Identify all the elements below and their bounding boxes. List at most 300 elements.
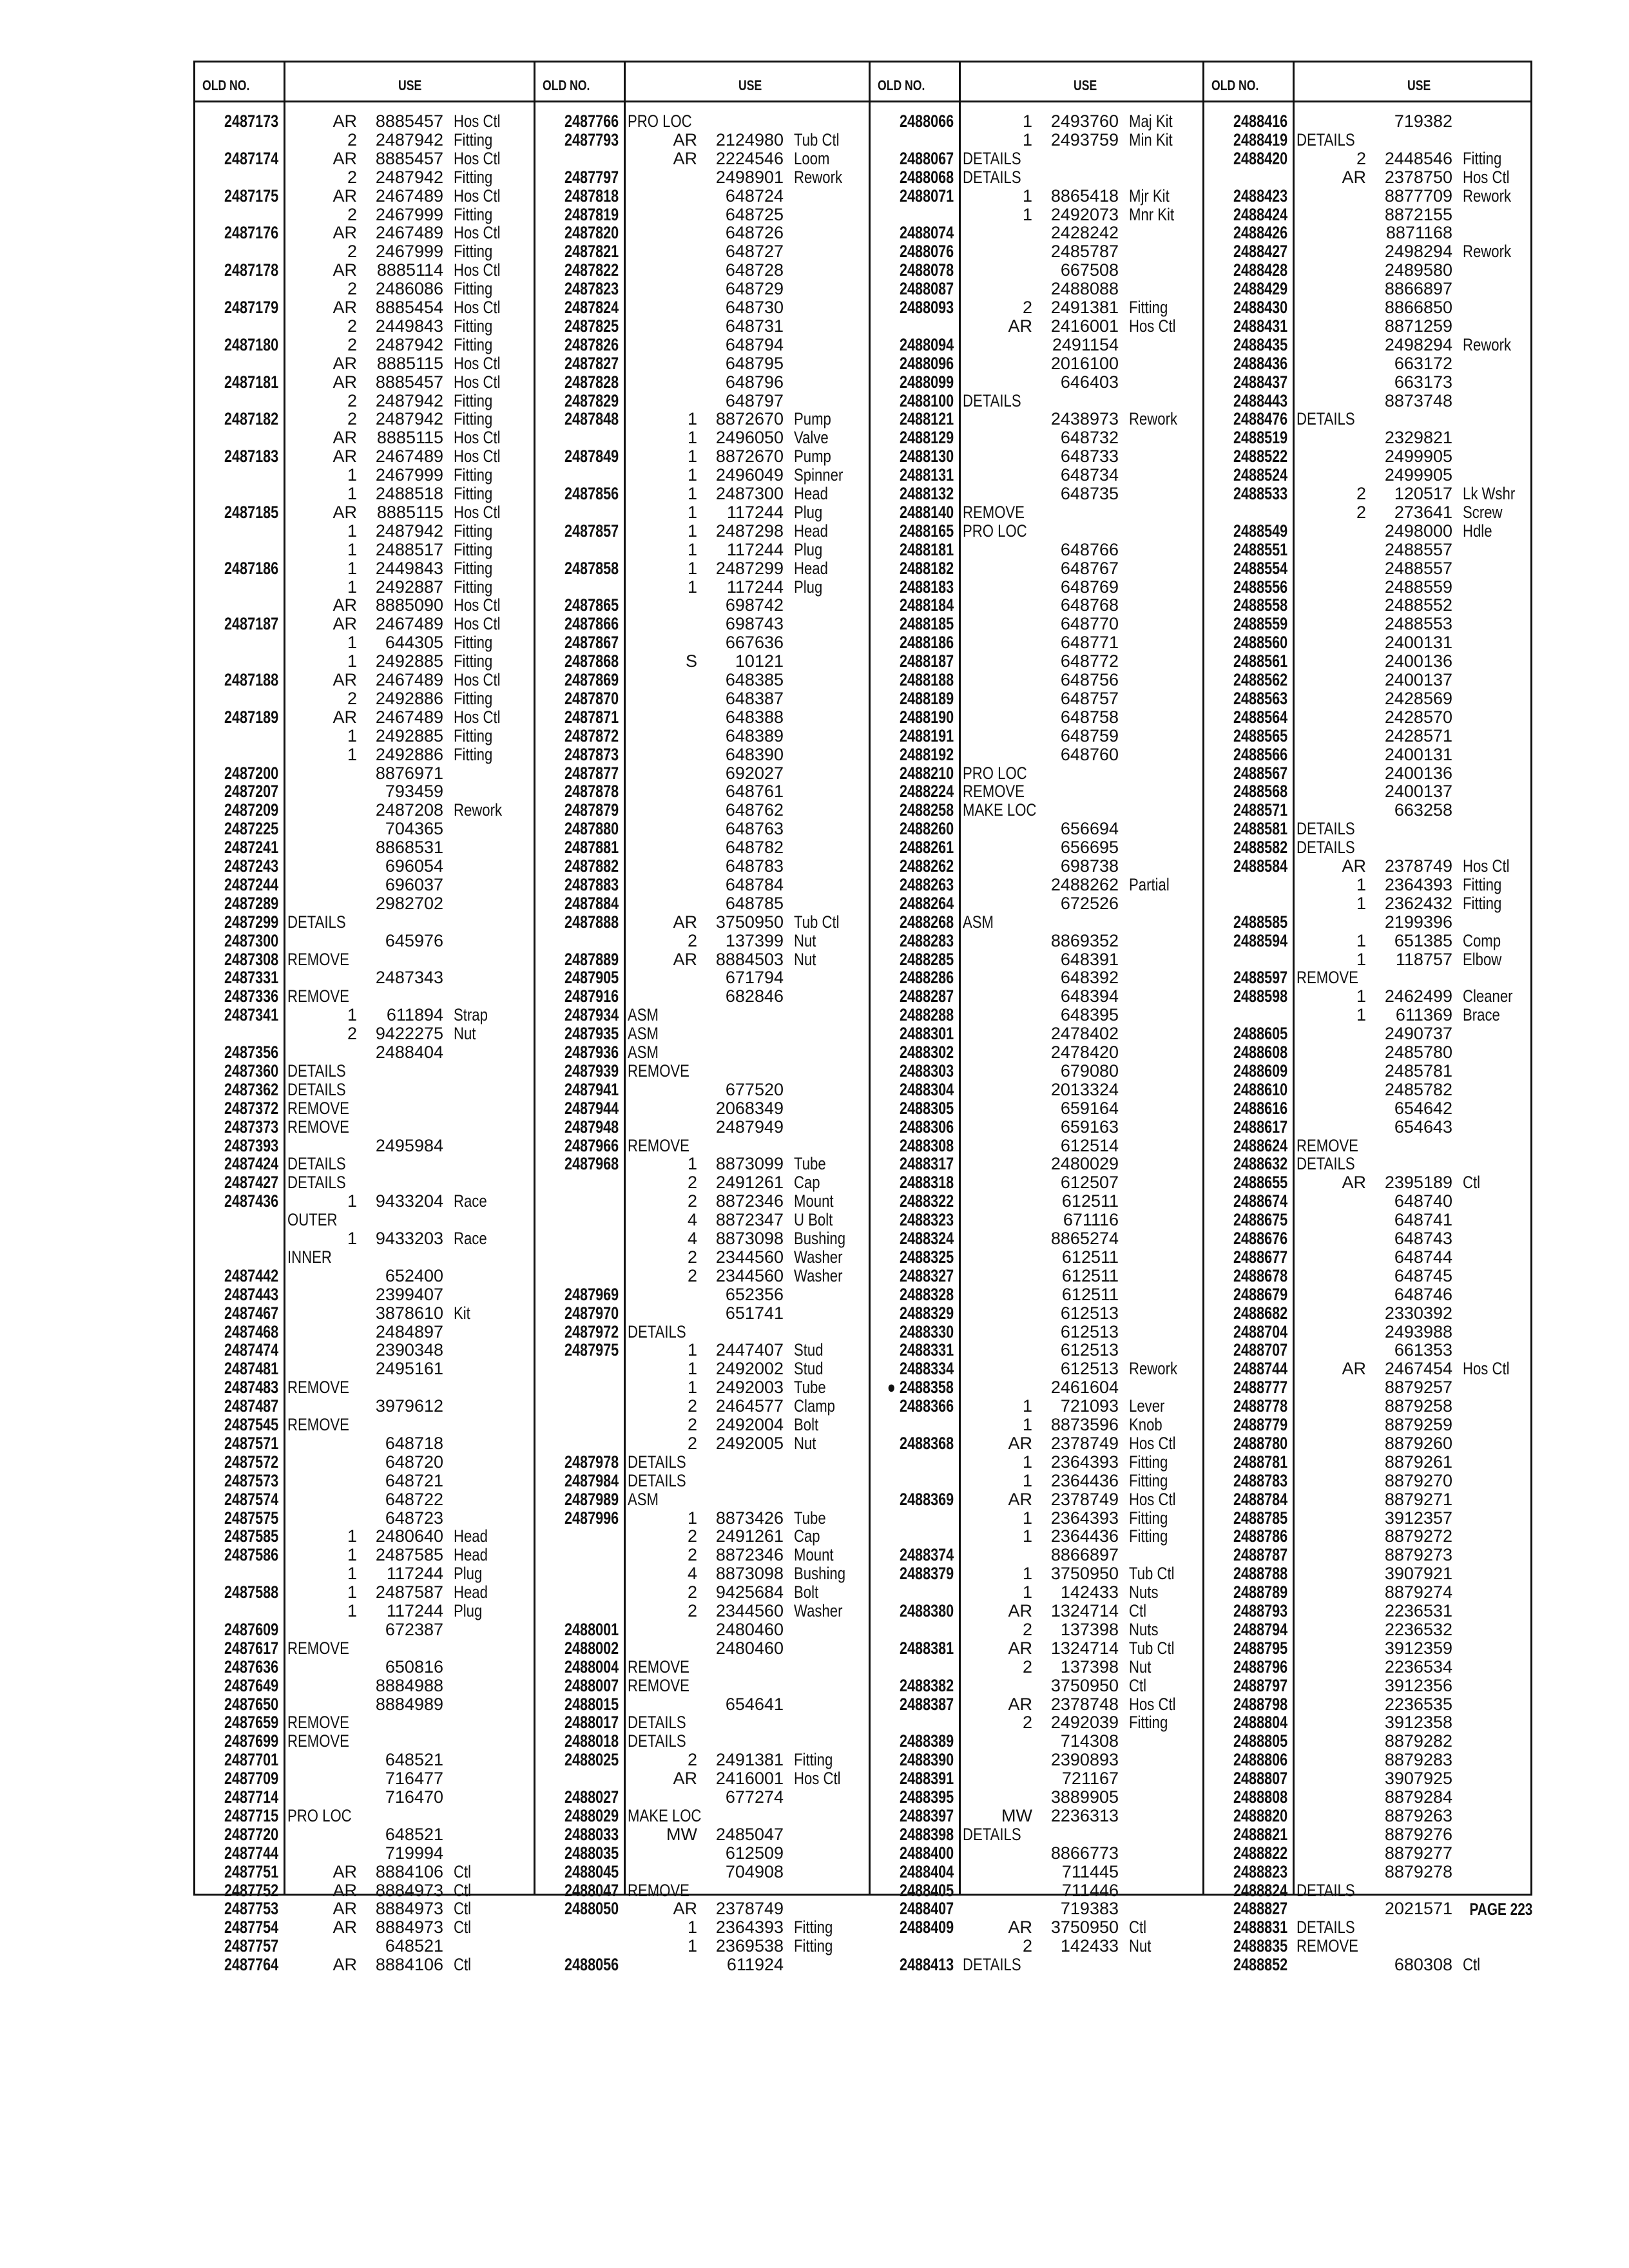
table-row	[534, 633, 863, 651]
table-row	[193, 1248, 523, 1266]
quantity: AR	[1342, 167, 1366, 187]
quantity: 1	[687, 447, 697, 466]
quantity: AR	[1342, 1173, 1366, 1193]
quantity: 1	[1022, 186, 1032, 206]
note-text: REMOVE	[963, 782, 1025, 802]
table-row	[1202, 1472, 1532, 1490]
table-row	[1202, 1229, 1532, 1247]
table-row	[534, 857, 863, 875]
old-number: 2488551	[1233, 539, 1287, 559]
new-part-number: 2362432	[1384, 893, 1452, 913]
old-number: 2488301	[899, 1024, 954, 1044]
old-number: 2487244	[224, 874, 278, 894]
old-number: 2488822	[1233, 1843, 1287, 1863]
new-part-number: 2467454	[1384, 1359, 1452, 1379]
quantity: AR	[1008, 1638, 1032, 1658]
old-number: 2488398	[899, 1824, 954, 1844]
old-number: 2487586	[224, 1545, 278, 1565]
new-part-number: 142433	[1060, 1582, 1119, 1602]
table-row	[1202, 1564, 1532, 1582]
part-description: Hos Ctl	[1463, 167, 1510, 187]
table-row	[1202, 1323, 1532, 1341]
table-row	[534, 615, 863, 633]
table-row	[869, 1881, 1199, 1899]
new-part-number: 8879278	[1384, 1861, 1452, 1881]
new-part-number: 2447407	[715, 1340, 784, 1360]
table-row	[534, 1788, 863, 1806]
old-number: 2488380	[899, 1601, 954, 1620]
new-part-number: 2488559	[1384, 577, 1452, 597]
note-text: DETAILS	[1296, 1154, 1355, 1174]
old-number: 2488793	[1233, 1601, 1287, 1620]
table-row	[869, 1248, 1199, 1266]
new-part-number: 2498000	[1384, 521, 1452, 541]
quantity: 1	[347, 1564, 357, 1584]
table-row	[534, 1918, 863, 1936]
quantity: 2	[347, 390, 357, 410]
old-number: 2487939	[564, 1061, 619, 1081]
table-row	[869, 1360, 1199, 1378]
new-part-number: 648727	[725, 242, 784, 262]
table-row	[1202, 615, 1532, 633]
table-row	[193, 1397, 523, 1415]
table-row	[193, 112, 523, 130]
table-row	[1202, 131, 1532, 149]
table-row	[869, 950, 1199, 968]
old-number: 2487766	[564, 111, 619, 131]
new-part-number: 671116	[1063, 1210, 1119, 1230]
table-row	[869, 1006, 1199, 1024]
part-description: Plug	[454, 1601, 483, 1620]
old-number: 2487174	[224, 148, 278, 168]
part-description: Clamp	[794, 1396, 835, 1416]
note-text: DETAILS	[287, 912, 346, 932]
new-part-number: 648757	[1060, 688, 1119, 708]
quantity: 1	[1022, 1452, 1032, 1472]
part-description: Fitting	[454, 651, 493, 671]
table-row	[193, 485, 523, 503]
new-part-number: 8873748	[1384, 390, 1452, 410]
new-part-number: 9433203	[375, 1229, 443, 1248]
table-row	[869, 1844, 1199, 1862]
table-row	[1202, 857, 1532, 875]
table-row	[534, 1006, 863, 1024]
quantity: 1	[687, 1378, 697, 1398]
new-part-number: 648718	[385, 1433, 443, 1453]
table-row	[1202, 354, 1532, 372]
table-row	[869, 1323, 1199, 1341]
old-number: 2488121	[899, 409, 954, 429]
new-part-number: 704908	[725, 1861, 784, 1881]
quantity: 2	[347, 204, 357, 224]
table-row	[1202, 1137, 1532, 1155]
part-description: Hos Ctl	[1129, 1433, 1176, 1453]
part-description: Loom	[794, 148, 830, 168]
new-part-number: 648726	[725, 223, 784, 243]
old-number: 2488262	[899, 856, 954, 876]
old-number: 2487849	[564, 447, 619, 466]
quantity: AR	[333, 260, 357, 280]
new-part-number: 8879271	[1384, 1489, 1452, 1509]
old-number: 2487972	[564, 1321, 619, 1341]
new-part-number: 2467489	[375, 447, 443, 466]
old-number: 2488395	[899, 1787, 954, 1807]
table-row	[869, 1397, 1199, 1415]
table-row	[869, 1099, 1199, 1117]
new-part-number: 698742	[725, 595, 784, 615]
quantity: AR	[1008, 1917, 1032, 1937]
old-number: 2487573	[224, 1470, 278, 1490]
part-description: Screw	[1463, 502, 1503, 522]
table-row	[534, 336, 863, 354]
old-number: 2487300	[224, 930, 278, 950]
part-description: Fitting	[454, 484, 493, 503]
table-row	[869, 1639, 1199, 1657]
new-part-number: 3912359	[1384, 1638, 1452, 1658]
table-row	[534, 987, 863, 1005]
quantity: 2	[1022, 1936, 1032, 1956]
old-number: 2488787	[1233, 1545, 1287, 1565]
old-number: 2487209	[224, 800, 278, 820]
table-row	[193, 1713, 523, 1731]
new-part-number: 8885457	[375, 372, 443, 392]
table-row	[534, 876, 863, 894]
new-part-number: 2493760	[1050, 111, 1119, 131]
new-part-number: 2487585	[375, 1545, 443, 1565]
part-description: Nut	[794, 1433, 816, 1453]
old-number: 2487881	[564, 838, 619, 858]
table-row	[869, 708, 1199, 726]
new-part-number: 2485781	[1384, 1061, 1452, 1081]
table-row	[1202, 1527, 1532, 1545]
table-row	[1202, 1807, 1532, 1825]
new-part-number: 648741	[1394, 1210, 1452, 1230]
old-number: 2487225	[224, 819, 278, 839]
table-row	[869, 745, 1199, 764]
new-part-number: 2364393	[1384, 874, 1452, 894]
new-part-number: 2480460	[715, 1619, 784, 1639]
table-row	[1202, 987, 1532, 1005]
table-row	[534, 1024, 863, 1043]
part-description: Ctl	[454, 1917, 472, 1937]
part-description: Hos Ctl	[454, 502, 501, 522]
new-part-number: 2364436	[1050, 1526, 1119, 1546]
old-number: 2487825	[564, 316, 619, 336]
table-row	[1202, 1006, 1532, 1024]
table-row	[193, 206, 523, 224]
new-part-number: 648728	[725, 260, 784, 280]
old-number: 2487468	[224, 1321, 278, 1341]
quantity: AR	[333, 614, 357, 634]
old-number: 2488852	[1233, 1955, 1287, 1975]
new-part-number: 273641	[1394, 502, 1452, 522]
old-number: 2487819	[564, 204, 619, 224]
old-number: 2487975	[564, 1340, 619, 1360]
new-part-number: 2485782	[1384, 1079, 1452, 1099]
old-number: 2488258	[899, 800, 954, 820]
table-row	[1202, 1248, 1532, 1266]
table-row	[1202, 708, 1532, 726]
old-number: 2488140	[899, 502, 954, 522]
quantity: 2	[687, 1191, 697, 1211]
table-row	[1202, 820, 1532, 838]
old-number: 2487299	[224, 912, 278, 932]
new-part-number: 612511	[1061, 1247, 1119, 1267]
table-row	[1202, 1918, 1532, 1936]
table-row	[869, 857, 1199, 875]
part-description: Fitting	[454, 242, 493, 262]
new-part-number: 2428571	[1384, 726, 1452, 745]
old-number: 2488594	[1233, 930, 1287, 950]
part-description: Stud	[794, 1340, 824, 1360]
old-number: 2488068	[899, 167, 954, 187]
old-number: 2488563	[1233, 688, 1287, 708]
new-part-number: 2236534	[1384, 1657, 1452, 1677]
table-row	[869, 1118, 1199, 1136]
note-text: MAKE LOC	[628, 1805, 702, 1825]
quantity: 4	[687, 1564, 697, 1584]
part-description: Hos Ctl	[454, 111, 501, 131]
old-number: 2487442	[224, 1265, 278, 1285]
table-row	[534, 838, 863, 856]
old-number: 2488323	[899, 1210, 954, 1230]
note-text: DETAILS	[287, 1154, 346, 1174]
new-part-number: 2495161	[375, 1359, 443, 1379]
table-row	[534, 578, 863, 596]
old-number: 2488302	[899, 1043, 954, 1062]
quantity: 1	[347, 651, 357, 671]
old-number: 2487336	[224, 986, 278, 1006]
old-number: 2488224	[899, 782, 954, 802]
old-number: 2488283	[899, 930, 954, 950]
table-row	[193, 1137, 523, 1155]
new-part-number: 8866897	[1050, 1545, 1119, 1565]
table-row	[193, 1788, 523, 1806]
table-row	[869, 1546, 1199, 1564]
old-number: 2487341	[224, 1005, 278, 1025]
old-number: 2487659	[224, 1713, 278, 1733]
old-number: 2488597	[1233, 968, 1287, 988]
part-description: Tube	[794, 1378, 826, 1398]
table-row	[869, 280, 1199, 298]
new-part-number: 3912356	[1384, 1675, 1452, 1695]
table-row	[193, 336, 523, 354]
quantity: 2	[687, 1601, 697, 1620]
table-row	[193, 1434, 523, 1452]
table-row	[1202, 336, 1532, 354]
table-row	[869, 1677, 1199, 1695]
old-number: 2487574	[224, 1489, 278, 1509]
old-number: 2487617	[224, 1638, 278, 1658]
old-number: 2487984	[564, 1470, 619, 1490]
new-part-number: 648763	[725, 819, 784, 839]
new-part-number: 8885115	[376, 428, 443, 448]
old-number: 2488329	[899, 1303, 954, 1323]
old-number: 2488426	[1233, 223, 1287, 243]
old-number: 2488387	[899, 1694, 954, 1714]
new-part-number: 2400131	[1384, 744, 1452, 764]
old-number: 2487936	[564, 1043, 619, 1062]
new-part-number: 2021571	[1384, 1899, 1452, 1919]
part-description: Fitting	[1129, 298, 1168, 317]
table-row	[1202, 1267, 1532, 1285]
new-part-number: 2487942	[375, 409, 443, 429]
table-row	[193, 987, 523, 1005]
new-part-number: 648782	[725, 838, 784, 858]
table-row	[193, 1285, 523, 1303]
table-row	[534, 1713, 863, 1731]
new-part-number: 692027	[725, 763, 784, 783]
new-part-number: 3750950	[1050, 1564, 1119, 1584]
new-part-number: 2400131	[1384, 633, 1452, 653]
new-part-number: 2492887	[375, 577, 443, 597]
table-row	[534, 1416, 863, 1434]
table-row	[869, 1695, 1199, 1713]
new-part-number: 648743	[1394, 1229, 1452, 1248]
part-description: Hdle	[1463, 521, 1492, 541]
old-number: 2488559	[1233, 614, 1287, 634]
old-number: 2488617	[1233, 1117, 1287, 1137]
old-number: 2488677	[1233, 1247, 1287, 1267]
table-row	[1202, 280, 1532, 298]
table-row	[1202, 764, 1532, 782]
quantity: AR	[333, 1917, 357, 1937]
note-text: REMOVE	[287, 1713, 349, 1733]
part-description: Rework	[794, 167, 843, 187]
old-number: 2488076	[899, 242, 954, 262]
new-part-number: 2124980	[715, 130, 784, 149]
new-part-number: 2489580	[1384, 260, 1452, 280]
new-part-number: 2400137	[1384, 782, 1452, 802]
new-part-number: 2498294	[1384, 334, 1452, 354]
quantity: 1	[687, 1936, 697, 1956]
new-part-number: 2492039	[1050, 1713, 1119, 1733]
part-description: Cap	[794, 1173, 820, 1193]
new-part-number: 612511	[1061, 1265, 1119, 1285]
old-number: 2488567	[1233, 763, 1287, 783]
new-part-number: 2488552	[1384, 595, 1452, 615]
new-part-number: 8885454	[375, 298, 443, 317]
quantity: 2	[687, 1433, 697, 1453]
part-description: Fitting	[454, 688, 493, 708]
old-number: 2488568	[1233, 782, 1287, 802]
quantity: 2	[347, 167, 357, 187]
old-number: 2488303	[899, 1061, 954, 1081]
old-number: 2488827	[1233, 1899, 1287, 1919]
table-row	[869, 466, 1199, 484]
new-part-number: 2487942	[375, 167, 443, 187]
table-row	[1202, 112, 1532, 130]
new-part-number: 721093	[1060, 1396, 1119, 1416]
table-row	[534, 1881, 863, 1899]
old-number: 2488407	[899, 1899, 954, 1919]
note-text: DETAILS	[963, 167, 1021, 187]
old-number: 2487757	[224, 1936, 278, 1956]
new-part-number: 648783	[725, 856, 784, 876]
table-row	[1202, 317, 1532, 335]
new-part-number: 2400136	[1384, 763, 1452, 783]
new-part-number: 2390348	[375, 1340, 443, 1360]
table-row	[534, 485, 863, 503]
table-row	[193, 242, 523, 260]
new-part-number: 8865418	[1050, 186, 1119, 206]
new-part-number: 2369538	[715, 1936, 784, 1956]
old-number: 2488287	[899, 986, 954, 1006]
new-part-number: 2491381	[1050, 298, 1119, 317]
quantity: AR	[673, 1769, 697, 1789]
part-description: Hos Ctl	[454, 428, 501, 448]
quantity: 4	[687, 1210, 697, 1230]
quantity: AR	[333, 1955, 357, 1975]
part-description: Fitting	[454, 726, 493, 745]
table-row	[869, 689, 1199, 707]
part-description: Hos Ctl	[454, 223, 501, 243]
old-number: 2488564	[1233, 707, 1287, 727]
part-description: Brace	[1463, 1005, 1500, 1025]
old-number: 2488132	[899, 484, 954, 503]
table-row	[869, 876, 1199, 894]
table-row	[869, 652, 1199, 670]
old-number: 2487948	[564, 1117, 619, 1137]
old-number: 2488017	[564, 1713, 619, 1733]
part-description: Fitting	[1463, 148, 1502, 168]
old-number: 2487483	[224, 1378, 278, 1398]
new-part-number: 137398	[1060, 1619, 1119, 1639]
part-description: Rework	[1463, 242, 1512, 262]
quantity: AR	[333, 447, 357, 466]
old-number: 2488565	[1233, 726, 1287, 745]
new-part-number: 2484897	[375, 1321, 443, 1341]
table-row	[534, 1211, 863, 1229]
table-row	[534, 764, 863, 782]
old-number: 2488561	[1233, 651, 1287, 671]
new-part-number: 8871259	[1384, 316, 1452, 336]
new-part-number: 711446	[1061, 1880, 1119, 1900]
old-number: 2487187	[224, 614, 278, 634]
new-part-number: 648758	[1060, 707, 1119, 727]
new-part-number: 8877709	[1384, 186, 1452, 206]
old-number: 2487714	[224, 1787, 278, 1807]
new-part-number: 8868531	[375, 838, 443, 858]
table-row	[193, 1490, 523, 1508]
quantity: AR	[673, 148, 697, 168]
old-number: 2488405	[899, 1880, 954, 1900]
old-number: 2487818	[564, 186, 619, 206]
new-part-number: 2364436	[1050, 1470, 1119, 1490]
part-description: Hos Ctl	[454, 595, 501, 615]
table-row	[534, 1453, 863, 1471]
part-description: Hos Ctl	[454, 707, 501, 727]
new-part-number: 611369	[1395, 1005, 1452, 1025]
header-use: USE	[738, 77, 762, 93]
table-row	[1202, 727, 1532, 745]
table-row	[534, 522, 863, 540]
new-part-number: 8885457	[375, 111, 443, 131]
old-number: 2487467	[224, 1303, 278, 1323]
quantity: 2	[1022, 1713, 1032, 1733]
table-row	[869, 913, 1199, 931]
table-row	[193, 131, 523, 149]
table-row	[869, 354, 1199, 372]
quantity: 1	[347, 1545, 357, 1565]
table-row	[869, 1863, 1199, 1881]
old-number: 2488779	[1233, 1415, 1287, 1434]
new-part-number: 648389	[725, 726, 784, 745]
new-part-number: 2461604	[1050, 1378, 1119, 1398]
new-part-number: 612511	[1061, 1284, 1119, 1304]
old-number: 2487848	[564, 409, 619, 429]
table-row	[869, 317, 1199, 335]
